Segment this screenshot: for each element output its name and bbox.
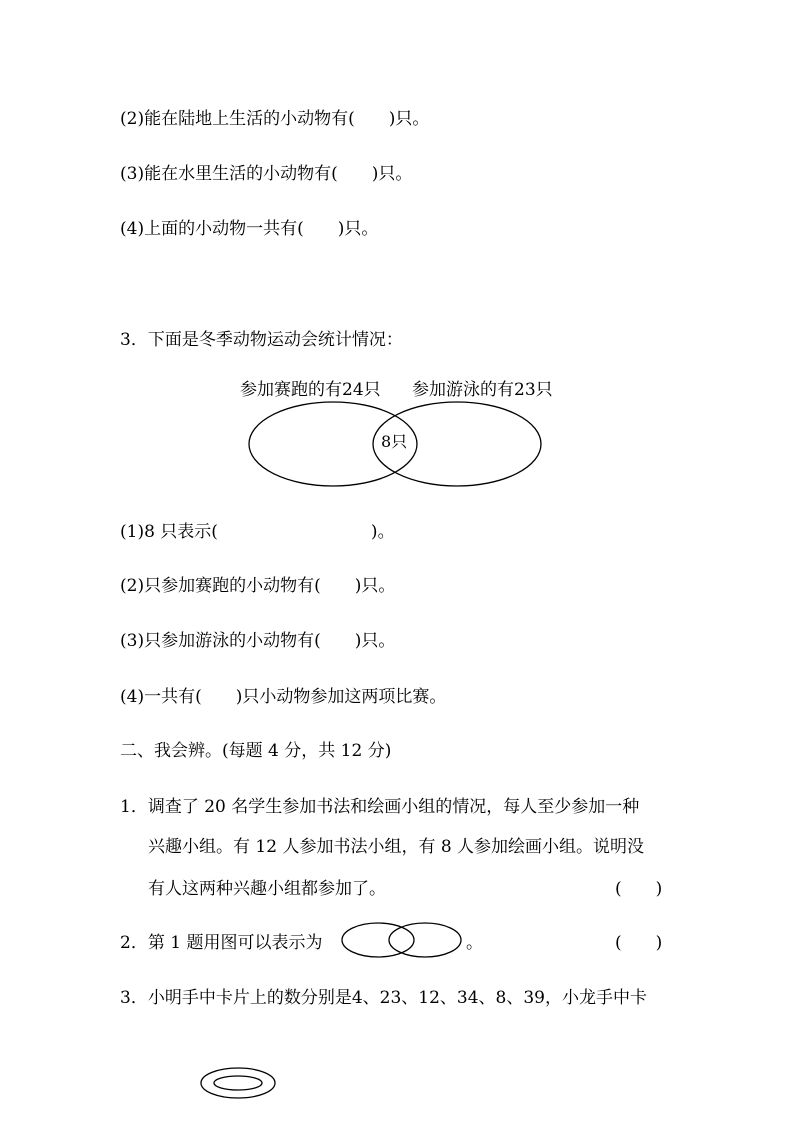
small-venn-left-ellipse [342,923,414,957]
question-3-2: (2)只参加赛跑的小动物有( )只。 [120,576,396,596]
venn-center-label: 8只 [381,432,408,451]
question-3-3: (3)只参加游泳的小动物有( )只。 [120,631,396,651]
venn-left-label: 参加赛跑的有24只 [240,380,381,400]
judge-3-line-1: 3．小明手中卡片上的数分别是4、23、12、34、8、39，小龙手中卡 [120,988,647,1008]
small-venn-right-ellipse [389,923,461,957]
question-2-4: (4)上面的小动物一共有( )只。 [120,219,379,239]
judge-1-answer-bracket: ( ) [615,879,663,899]
judge-1-line-1: 1．调查了 20 名学生参加书法和绘画小组的情况，每人至少参加一种 [120,797,640,817]
judge-2-text: 2．第 1 题用图可以表示为 [120,933,323,953]
nested-outer-ellipse [201,1068,275,1098]
question-3-title: 3．下面是冬季动物运动会统计情况： [120,330,403,350]
question-2-3: (3)能在水里生活的小动物有( )只。 [120,164,413,184]
venn-right-label: 参加游泳的有23只 [412,380,553,400]
nested-inner-ellipse [214,1076,262,1090]
section-2-heading: 二、我会辨。(每题 4 分，共 12 分) [120,741,392,761]
question-3-4: (4)一共有( )只小动物参加这两项比赛。 [120,687,447,707]
question-2-2: (2)能在陆地上生活的小动物有( )只。 [120,109,430,129]
judge-2-end: 。 [466,933,483,953]
judge-2-answer-bracket: ( ) [615,933,663,953]
question-3-1: (1)8 只表示( )。 [120,522,395,542]
judge-1-line-2: 兴趣小组。有 12 人参加书法小组，有 8 人参加绘画小组。说明没 [148,837,645,857]
judge-1-line-3: 有人这两种兴趣小组都参加了。 [148,879,386,899]
